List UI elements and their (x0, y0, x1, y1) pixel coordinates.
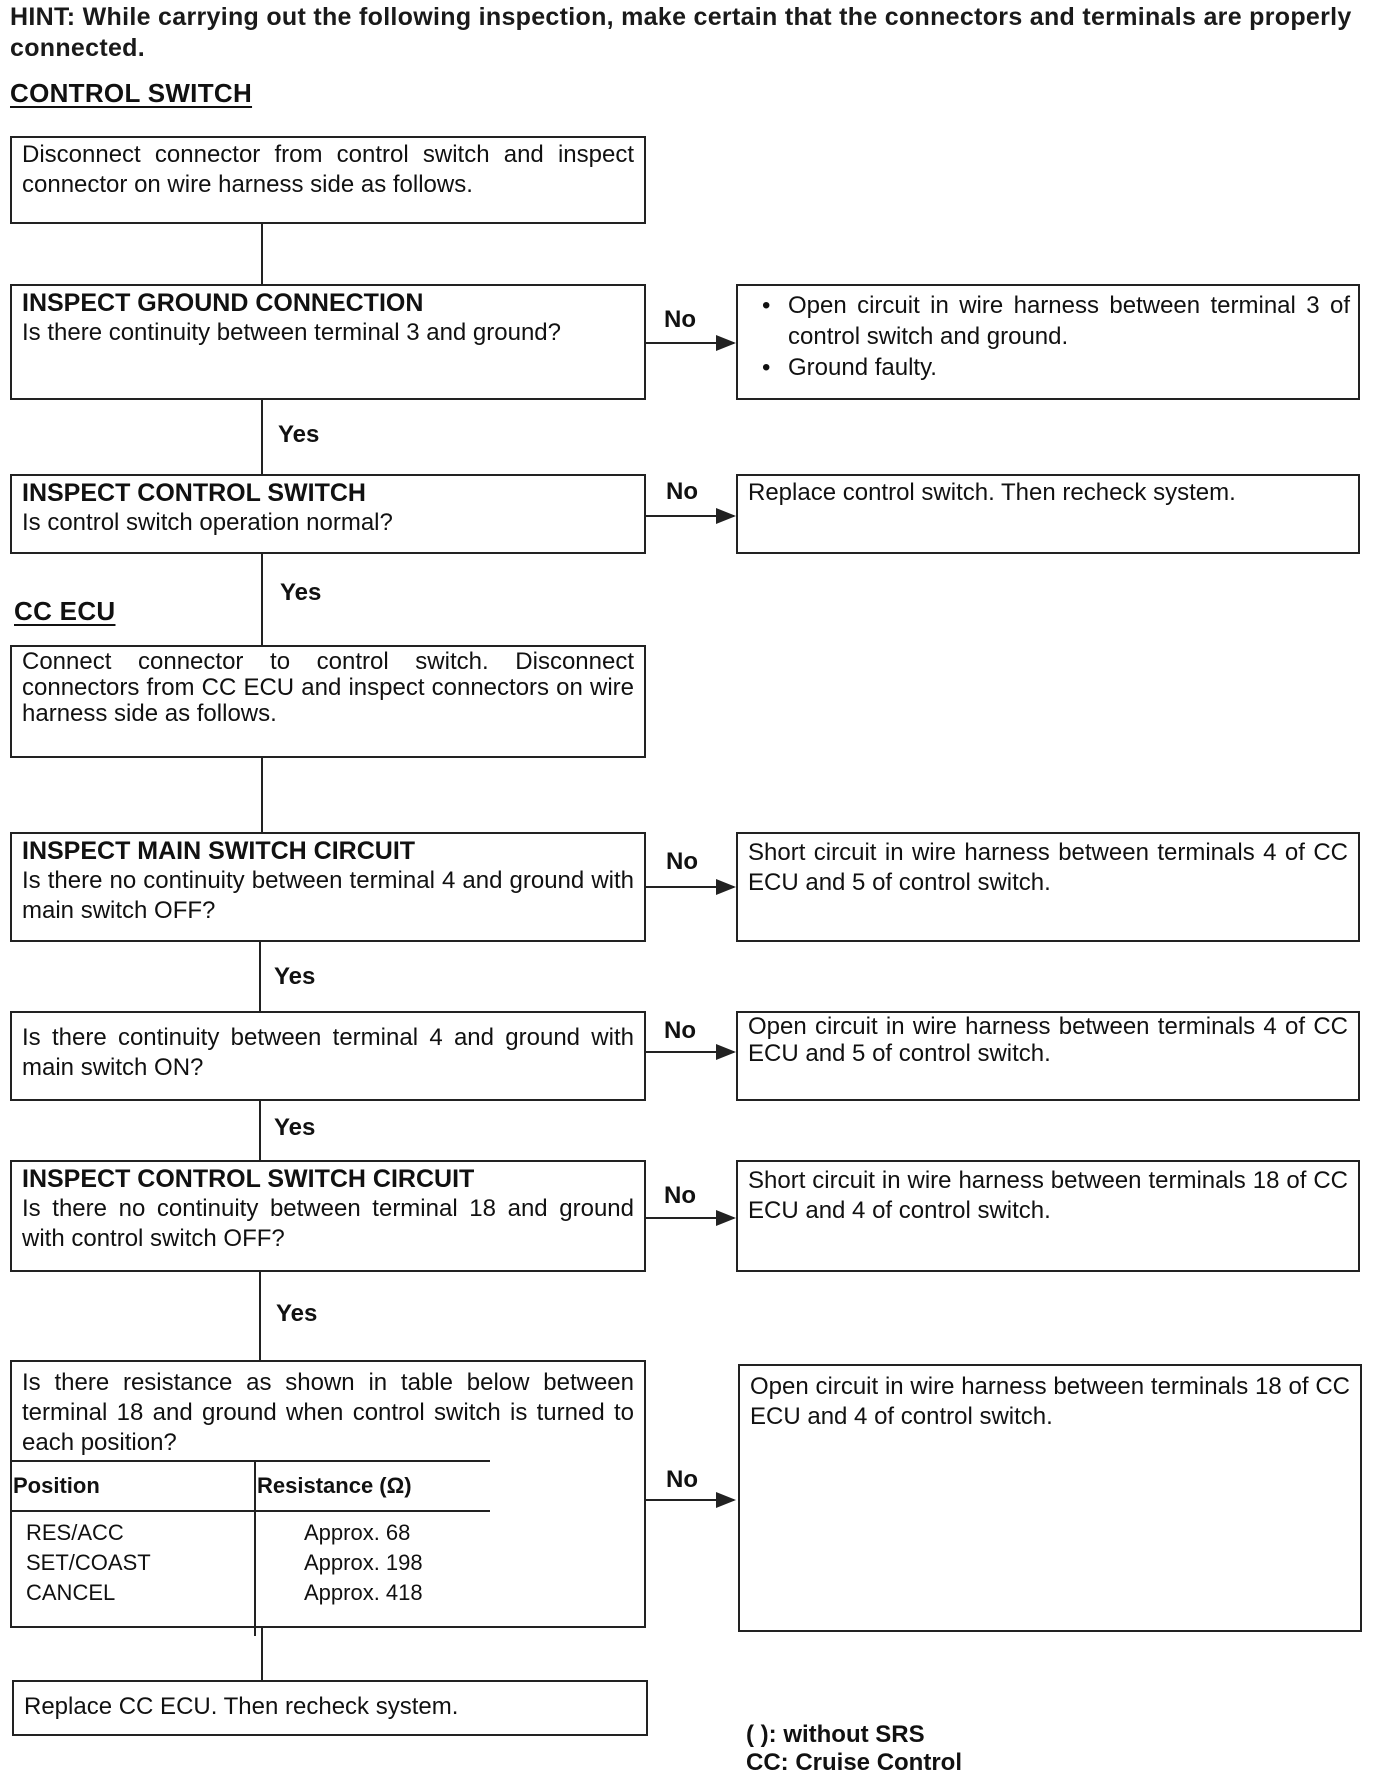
result-short-main-switch-text: Short circuit in wire harness between terminals 4 of CC ECU and 5 of control switch. (748, 839, 1348, 896)
result-open-control-switch (738, 1364, 1362, 1632)
table-cell-resistance (255, 1511, 490, 1636)
step-disconnect-control-switch (10, 136, 646, 224)
yes-label-1: Yes (278, 421, 320, 448)
step-inspect-control-switch (10, 474, 646, 554)
step5-title: INSPECT MAIN SWITCH CIRCUIT (22, 837, 416, 865)
step-inspect-control-switch-circuit (10, 1160, 646, 1272)
result-open-main-switch (736, 1011, 1360, 1101)
hint-text: HINT: While carrying out the following inspection, make certain that the connectors and terminals are properly connected. (10, 3, 1352, 62)
result-ground-list (746, 286, 1350, 383)
resistance-table (12, 1460, 490, 1636)
no-label-4: No (664, 1017, 696, 1044)
step3-question: Is control switch operation normal? (22, 509, 393, 536)
resistance-cancel: Approx. 418 (304, 1580, 423, 1605)
result-open-main-switch-text: Open circuit in wire harness between terminals 4 of CC ECU and 5 of control switch. (748, 1013, 1348, 1067)
step1-text: Disconnect connector from control switch and inspect connector on wire harness side as follows. (22, 141, 634, 198)
step5-question: Is there no continuity between terminal 4 and ground with main switch OFF? (22, 867, 634, 924)
section-title-cc-ecu: CC ECU (14, 596, 116, 626)
resistance-set-coast: Approx. 198 (304, 1550, 423, 1575)
step2-title: INSPECT GROUND CONNECTION (22, 289, 424, 317)
step9-text: Replace CC ECU. Then recheck system. (24, 1693, 459, 1720)
result-replace-control-switch (736, 474, 1360, 554)
step-main-switch-on (10, 1011, 646, 1101)
result-replace-control-switch-text: Replace control switch. Then recheck system. (748, 479, 1236, 506)
legend-cruise-control: CC: Cruise Control (746, 1749, 962, 1776)
step7-question: Is there no continuity between terminal 18 and ground with control switch OFF? (22, 1195, 634, 1252)
result-short-main-switch (736, 832, 1360, 942)
table-cell-position (12, 1511, 255, 1636)
yes-label-5: Yes (276, 1300, 318, 1327)
resistance-table-header (12, 1461, 490, 1511)
resistance-res-acc: Approx. 68 (304, 1520, 411, 1545)
yes-label-4: Yes (274, 1114, 316, 1141)
table-row (12, 1511, 490, 1636)
position-set-coast: SET/COAST (26, 1550, 151, 1575)
table-header-position: Position (12, 1461, 255, 1511)
result-ground-faulty (736, 284, 1360, 400)
section-title-control-switch: CONTROL SWITCH (10, 78, 253, 108)
no-label-2: No (666, 478, 698, 505)
position-cancel: CANCEL (26, 1580, 116, 1605)
no-label-6: No (666, 1466, 698, 1493)
step-inspect-main-switch-circuit (10, 832, 646, 942)
step6-question: Is there continuity between terminal 4 and ground with main switch ON? (22, 1024, 634, 1081)
step4-text: Connect connector to control switch. Disconnect connectors from CC ECU and inspect connectors on wire harness side as follows. (22, 648, 634, 727)
step3-title: INSPECT CONTROL SWITCH (22, 479, 366, 507)
result-short-control-switch-text: Short circuit in wire harness between terminals 18 of CC ECU and 4 of control switch. (748, 1167, 1348, 1224)
no-label-5: No (664, 1182, 696, 1209)
no-label-1: No (664, 306, 696, 333)
result-ground-item-2: • Ground faulty. (754, 352, 1350, 383)
no-label-3: No (666, 848, 698, 875)
step-resistance-check (10, 1360, 646, 1628)
step2-question: Is there continuity between terminal 3 and ground? (22, 319, 562, 346)
step7-title: INSPECT CONTROL SWITCH CIRCUIT (22, 1165, 475, 1193)
step-connect-and-disconnect-ecu (10, 645, 646, 758)
result-open-control-switch-text: Open circuit in wire harness between terminals 18 of CC ECU and 4 of control switch. (750, 1373, 1350, 1430)
step8-question: Is there resistance as shown in table below between terminal 18 and ground when control switch is turned to each position? (22, 1369, 634, 1456)
result-short-control-switch (736, 1160, 1360, 1272)
table-header-resistance: Resistance (Ω) (255, 1461, 490, 1511)
yes-label-2: Yes (280, 579, 322, 606)
step-inspect-ground-connection (10, 284, 646, 400)
legend-without-srs: ( ): without SRS (746, 1721, 925, 1748)
position-res-acc: RES/ACC (26, 1520, 124, 1545)
step-replace-cc-ecu (12, 1680, 648, 1736)
yes-label-3: Yes (274, 963, 316, 990)
result-ground-item-1: • Open circuit in wire harness between terminal 3 of control switch and ground. (754, 290, 1350, 352)
